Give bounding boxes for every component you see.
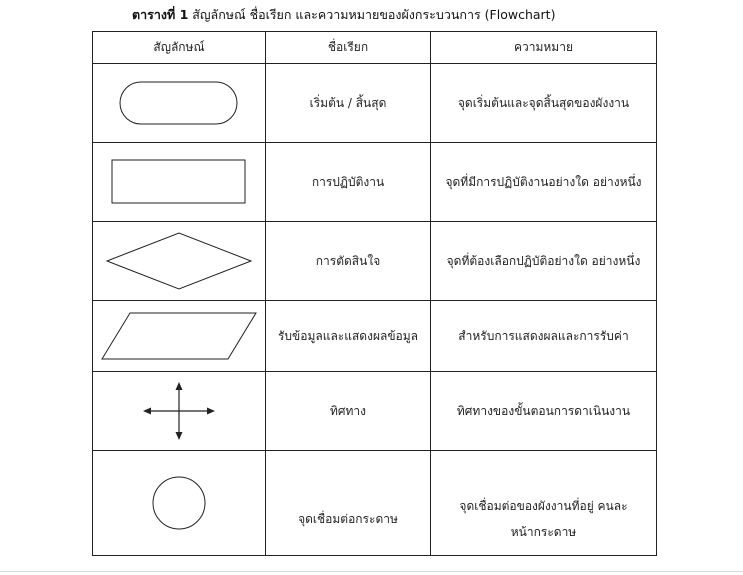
table-row (93, 64, 657, 143)
symbol-cell (93, 222, 266, 301)
symbol-name: รับข้อมูลและแสดงผลข้อมูล (277, 329, 419, 343)
caption-label: ตารางที่ 1 (132, 7, 189, 22)
name-cell (266, 143, 431, 222)
symbol-meaning-line: หน้ากระดาษ (510, 525, 577, 539)
page-bottom-divider (0, 571, 743, 572)
name-cell (266, 451, 431, 556)
name-cell (266, 222, 431, 301)
table-row (93, 222, 657, 301)
table-row (93, 451, 657, 556)
symbol-name: การปฏิบัติงาน (311, 175, 385, 189)
table-header-row (93, 32, 657, 64)
symbol-cell (93, 451, 266, 556)
symbol-cell (93, 372, 266, 451)
symbol-meaning-line: จุดเชื่อมต่อของผังงานที่อยู่ คนละ (459, 499, 628, 513)
name-cell (266, 64, 431, 143)
meaning-cell (431, 372, 657, 451)
symbol-meaning (431, 461, 656, 545)
symbol-meaning: ทิศทางของขั้นตอนการดาเนินงาน (456, 404, 631, 418)
symbol-cell (93, 301, 266, 372)
terminator-rounded-rectangle-icon (119, 79, 239, 127)
table-row (93, 301, 657, 372)
table-row (93, 143, 657, 222)
header-meaning: ความหมาย (431, 32, 657, 64)
meaning-cell (431, 222, 657, 301)
input-output-parallelogram-icon (100, 311, 258, 361)
meaning-cell (431, 451, 657, 556)
symbol-name: จุดเชื่อมต่อกระดาษ (298, 512, 398, 526)
meaning-cell (431, 301, 657, 372)
symbol-meaning: สำหรับการแสดงผลและการรับค่า (458, 329, 629, 343)
decision-diamond-icon (105, 231, 253, 291)
symbol-name: การตัดสินใจ (315, 254, 381, 268)
four-direction-arrows-icon (142, 381, 216, 441)
symbol-meaning: จุดที่มีการปฏิบัติงานอย่างใด อย่างหนึ่ง (445, 175, 642, 189)
symbol-cell (93, 64, 266, 143)
connector-circle-icon (151, 475, 207, 531)
symbol-cell (93, 143, 266, 222)
meaning-cell (431, 143, 657, 222)
name-cell (266, 372, 431, 451)
header-symbol: สัญลักษณ์ (93, 32, 266, 64)
caption-text: สัญลักษณ์ ชื่อเรียก และความหมายของผังกระบวนการ (Flowchart) (192, 7, 556, 22)
flowchart-symbol-table (92, 31, 657, 556)
symbol-meaning: จุดเริ่มต้นและจุดสิ้นสุดของผังงาน (457, 96, 630, 110)
table-caption (132, 6, 555, 24)
symbol-name: ทิศทาง (329, 404, 367, 418)
table-row (93, 372, 657, 451)
header-name: ชื่อเรียก (266, 32, 431, 64)
meaning-cell (431, 64, 657, 143)
name-cell (266, 301, 431, 372)
process-rectangle-icon (111, 159, 247, 205)
symbol-name: เริ่มต้น / สิ้นสุด (309, 96, 387, 110)
symbol-meaning: จุดที่ต้องเลือกปฏิบัติอย่างใด อย่างหนึ่ง (446, 254, 641, 268)
